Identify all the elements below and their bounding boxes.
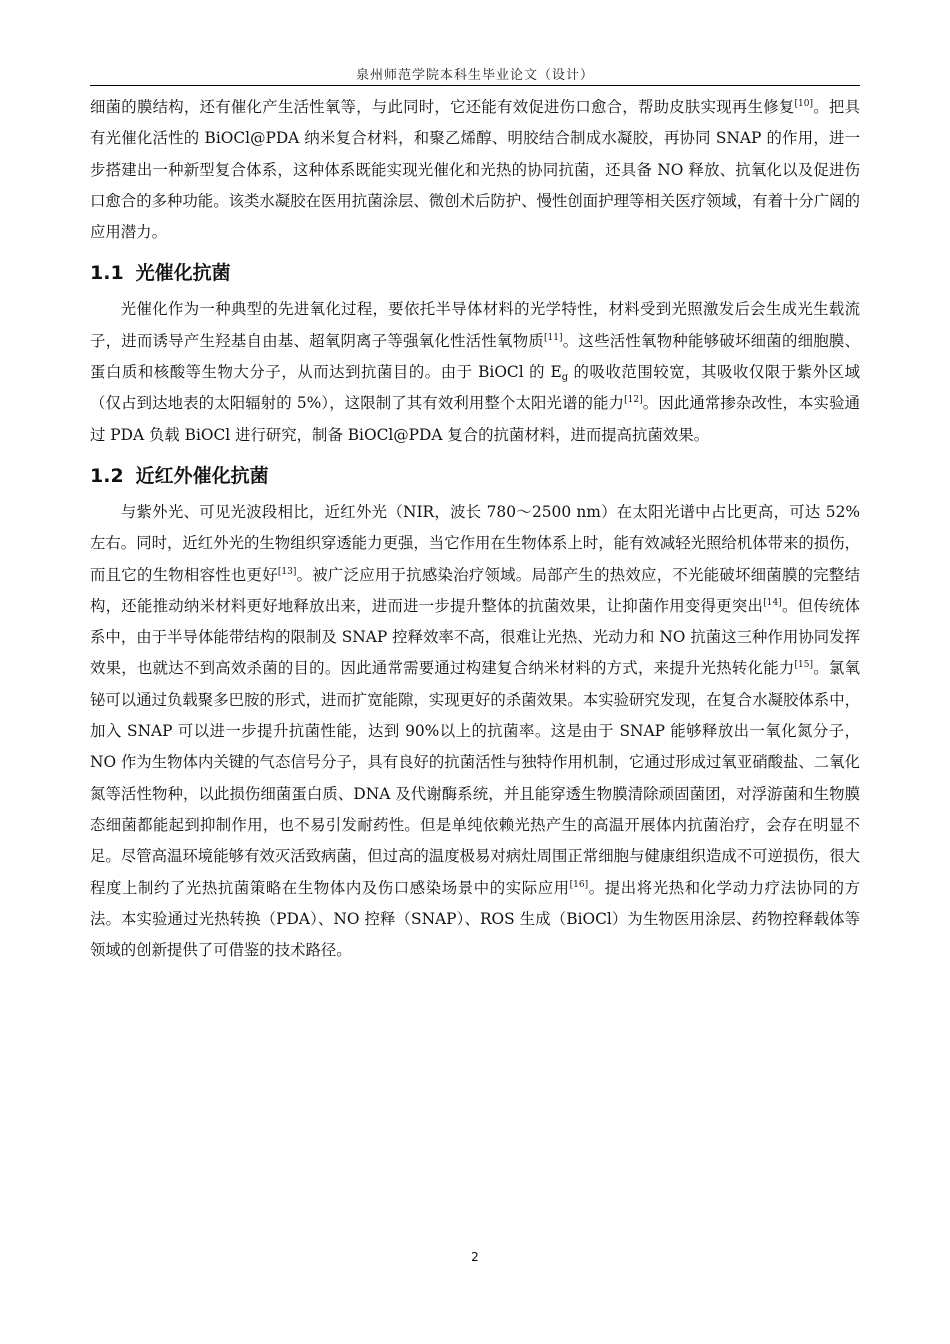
citation-ref: [10]	[794, 99, 814, 109]
section-1-2-paragraph	[90, 497, 860, 966]
section-title: 近红外催化抗菌	[135, 464, 269, 487]
section-number: 1.1	[90, 262, 124, 285]
section-heading-1-2	[90, 461, 860, 491]
citation-ref: [13]	[277, 566, 297, 577]
subscript-g: g	[561, 372, 569, 384]
citation-ref: [14]	[763, 597, 782, 608]
s2-text-a: 与紫外光、可见光波段相比，近红外光（NIR，波长 780～2500 nm）在太阳光谱中占比更高，可达 52%左右。同时，近红外光的生物组织穿透能力更强，当它作用在生物体系上时，能有效减轻光照给机体带来的损伤，而且它的生物相容性也更好	[90, 502, 860, 584]
intro-text-a: 细菌的膜结构，还有催化产生活性氧等，与此同时，它还能有效促进伤口愈合，帮助皮肤实现再生修复	[90, 98, 795, 116]
intro-paragraph	[90, 92, 860, 248]
s2-text-b: 。被广泛应用于抗感染治疗领域。局部产生的热效应，不光能破坏细菌膜的完整结构，还能推动纳米材料更好地释放出来，进而进一步提升整体的抗菌效果，让抑菌作用变得更突出	[90, 565, 860, 615]
intro-text-b: 。把具有光催化活性的 BiOCl@PDA 纳米复合材料，和聚乙烯醇、明胶结合制成水凝胶，再协同 SNAP 的作用，进一步搭建出一种新型复合体系，这种体系既能实现光催化和光热的协同抗菌，还具备 NO 释放、抗氧化以及促进伤口愈合的多种功能。该类水凝胶在医用抗菌涂层、微创术后防护、慢性创面护理等相关医疗领域，有着十分广阔的应用潜力。	[90, 98, 860, 242]
page-number: 2	[471, 1250, 479, 1264]
s2-text-d: 。氯氧铋可以通过负载聚多巴胺的形式，进而扩宽能隙，实现更好的杀菌效果。本实验研究发现，在复合水凝胶体系中，加入 SNAP 可以进一步提升抗菌性能，达到 90%以上的抗菌率。这是由于 SNAP 能够释放出一氧化氮分子，NO 作为生物体内关键的气态信号分子，具有良好的抗菌活性与独特作用机制，它通过形成过氧亚硝酸盐、二氧化氮等活性物种，以此损伤细菌蛋白质、DNA 及代谢酶系统，并且能穿透生物膜清除顽固菌团，对浮游菌和生物膜态细菌都能起到抑制作用，也不易引发耐药性。但是单纯依赖光热产生的高温开展体内抗菌治疗，会存在明显不足。尽管高温环境能够有效灭活致病菌，但过高的温度极易对病灶周围正常细胞与健康组织造成不可逆损伤，很大程度上制约了光热抗菌策略在生物体内及伤口感染场景中的实际应用	[90, 659, 860, 897]
page-body	[90, 92, 860, 966]
s2-text-c: 。但传统体系中，由于半导体能带结构的限制及 SNAP 控释效率不高，很难让光热、光动力和 NO 抗菌这三种作用协同发挥效果，也就达不到高效杀菌的目的。因此通常需要通过构建复合纳米材料的方式，来提升光热转化能力	[90, 596, 860, 678]
section-number: 1.2	[90, 464, 124, 487]
s1-text-b: 。这些活性氧物种能够破坏细菌的细胞膜、蛋白质和核酸等生物大分子，从而达到抗菌目的。由于 BiOCl 的 E	[90, 331, 860, 382]
header-rule	[90, 85, 860, 86]
s1-text-c: 的吸收范围较宽，其吸收仅限于紫外区域（仅占到达地表的太阳辐射的 5%），这限制了其有效利用整个太阳光谱的能力	[90, 363, 860, 413]
s2-text-e: 。提出将光热和化学动力疗法协同的方法。本实验通过光热转换（PDA）、NO 控释（SNAP）、ROS 生成（BiOCl）为生物医用涂层、药物控释载体等领域的创新提供了可借鉴的技术路径。	[90, 878, 860, 960]
citation-ref: [15]	[794, 660, 814, 671]
section-title: 光催化抗菌	[135, 262, 231, 285]
citation-ref: [12]	[624, 395, 643, 406]
section-heading-1-1	[90, 258, 860, 288]
citation-ref: [11]	[544, 332, 563, 343]
citation-ref: [16]	[569, 879, 589, 890]
section-1-1-paragraph	[90, 294, 860, 450]
s1-text-d: 。因此通常掺杂改性，本实验通过 PDA 负载 BiOCl 进行研究，制备 BiOCl@PDA 复合的抗菌材料，进而提高抗菌效果。	[90, 394, 860, 444]
s1-text-a: 光催化作为一种典型的先进氧化过程，要依托半导体材料的光学特性，材料受到光照激发后会生成光生载流子，进而诱导产生羟基自由基、超氧阴离子等强氧化性活性氧物质	[90, 300, 860, 350]
running-header: 泉州师范学院本科生毕业论文（设计）	[355, 68, 594, 83]
